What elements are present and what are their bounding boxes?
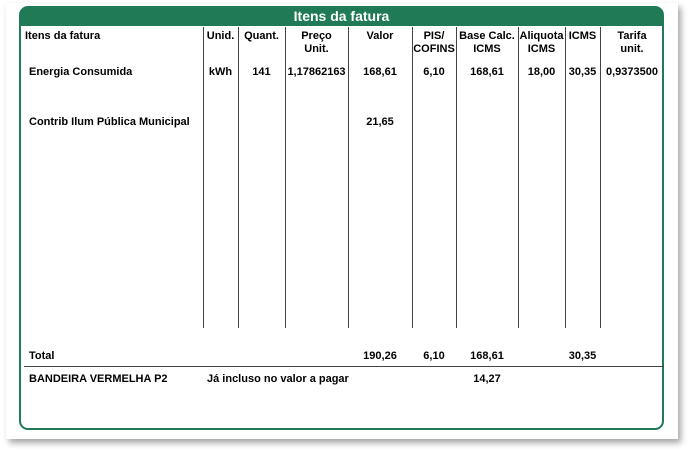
header-valor: Valor (366, 30, 394, 42)
header-aliq-line2: ICMS (527, 43, 556, 55)
header-unid: Unid. (206, 30, 235, 42)
section-title: Itens da fatura (20, 7, 663, 26)
header-preco-line2: Unit. (304, 43, 329, 55)
row-icms: 30,35 (568, 66, 597, 78)
header-aliq-line1: Aliquota (519, 30, 564, 42)
bandeira-value: 14,27 (473, 373, 501, 385)
header-pis-line1: PIS/ (423, 30, 445, 42)
header-item: Itens da fatura (25, 30, 101, 42)
row-item: Energia Consumida (29, 66, 133, 78)
row-unid: kWh (208, 66, 233, 78)
total-icms: 30,35 (568, 350, 597, 362)
row-valor: 21,65 (366, 116, 394, 128)
bandeira-note: Já incluso no valor a pagar (207, 373, 349, 385)
row-aliquota: 18,00 (527, 66, 556, 78)
total-label: Total (29, 350, 55, 362)
row-pis: 6,10 (423, 66, 445, 78)
bandeira-label: BANDEIRA VERMELHA P2 (29, 373, 168, 385)
header-quant: Quant. (244, 30, 279, 42)
row-base: 168,61 (470, 66, 504, 78)
header-preco (285, 30, 348, 56)
row-quant: 141 (252, 66, 271, 78)
header-preco-line1: Preço (301, 30, 332, 42)
header-base-line2: ICMS (473, 43, 501, 55)
header-base-line1: Base Calc. (459, 30, 515, 42)
row-preco: 1,17862163 (287, 66, 346, 78)
total-divider (24, 366, 664, 367)
header-tarifa-line1: Tarifa (617, 30, 647, 42)
row-valor: 168,61 (363, 66, 397, 78)
header-aliquota (518, 30, 565, 56)
header-base (456, 30, 518, 56)
total-pis: 6,10 (423, 350, 445, 362)
total-valor: 190,26 (363, 350, 397, 362)
header-pis-line2: COFINS (413, 43, 455, 55)
header-tarifa-line2: unit. (620, 43, 644, 55)
row-tarifa: 0,9373500 (606, 66, 658, 78)
header-icms: ICMS (568, 30, 597, 42)
header-pis (412, 30, 456, 56)
total-base: 168,61 (470, 350, 504, 362)
header-tarifa (600, 30, 664, 56)
row-item: Contrib Ilum Pública Municipal (29, 116, 190, 128)
